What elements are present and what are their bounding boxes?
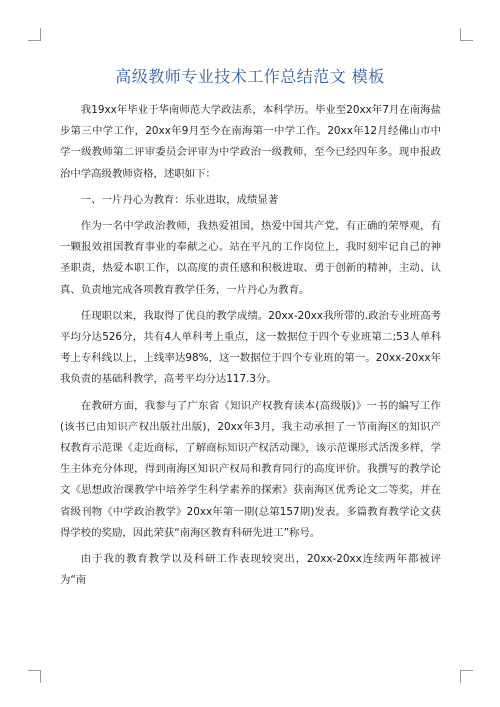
paragraph-awards: 由于我的教育教学以及科研工作表现较突出，20xx-20xx连续两年都被评为“南 bbox=[60, 553, 441, 587]
crop-mark-top-right bbox=[460, 28, 473, 41]
crop-mark-bottom-right bbox=[460, 670, 473, 683]
paragraph-research: 在教研方面，我参与了广东省《知识产权教育读本(高级版)》一书的编写工作(该书已由知识产权出版社出版)，20xx年3月，我主动承担了一节南海区的知识产权教育示范课《走近商标，了解商标知识产权活动课》，该示范课形式活泼多样，学生主体充分体现，得到南海区知识产权局和教育同行的高度评价。我撰写的教学论文《思想政治课教学中培养学生科学素养的探索》获南海区优秀论文二等奖，并在省级刊物《中学政治教学》20xx年第一期(总第157期)发表。多篇教育教学论文获得学校的奖励，因此荣获“南海区教育科研先进工”称号。 bbox=[60, 399, 441, 539]
paragraph-dedication: 作为一名中学政治教师，我热爱祖国，热爱中国共产党，有正确的荣辱观，有一颗报效祖国教育事业的奉献之心。站在平凡的工作岗位上，我时刻牢记自己的神圣职责，热爱本职工作，以高度的责任感和积极进取、勇于创新的精神，主动、认真、负责地完成各项教育教学任务，一片丹心为教育。 bbox=[60, 220, 441, 296]
section-heading: 一、一片丹心为教育：乐业进取，成绩显著 bbox=[80, 193, 279, 206]
paragraph-teaching-results: 任现职以来，我取得了优良的教学成绩。20xx-20xx我所带的.政治专业班高考平均分达526分，共有4人单科考上重点，这一数据位于四个专业班第二;53人单科考上专科线以上，上线率达98%，这一数据位于四个专业班的第一。20xx-20xx年我负责的基础科教学，高考平均分达117.3分。 bbox=[60, 309, 441, 386]
crop-mark-top-left bbox=[28, 28, 41, 41]
paragraph-intro: 我19xx年毕业于华南师范大学政法系，本科学历。毕业至20xx年7月在南海盐步第三中学工作，20xx年9月至今在南海第一中学工作。20xx年12月经佛山市中学一级教师第二评审委员会评审为中学政治一级教师，至今已经四年多。现申报政治中学高级教师资格，述职如下： bbox=[60, 104, 441, 180]
document-body bbox=[60, 100, 441, 596]
document-title: 高级教师专业技术工作总结范文 模板 bbox=[115, 67, 385, 86]
crop-mark-bottom-left bbox=[28, 670, 41, 683]
